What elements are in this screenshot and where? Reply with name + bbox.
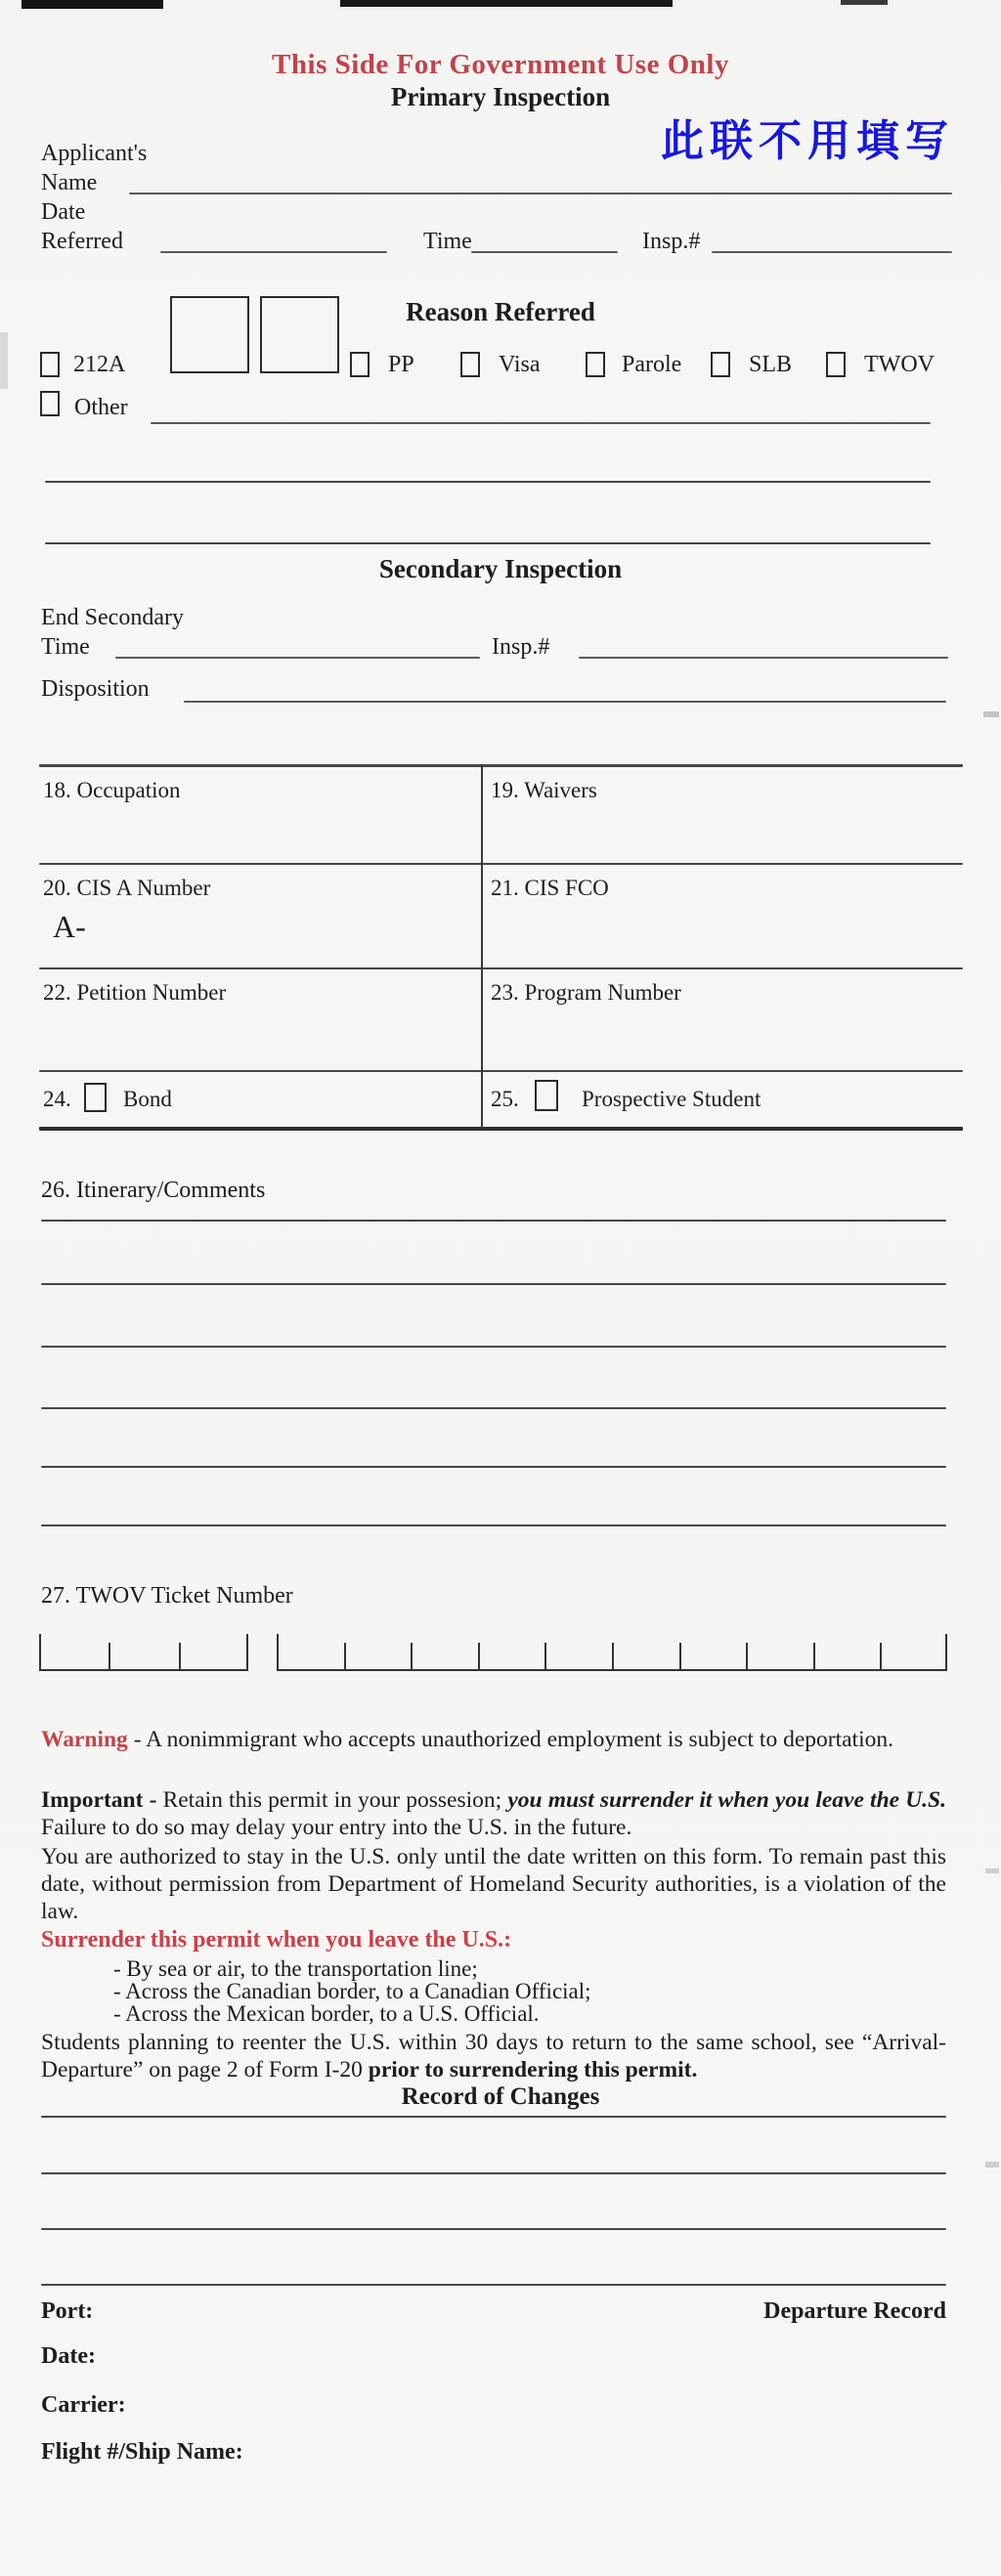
departure-record-heading: Departure Record (763, 2298, 946, 2324)
record-line-4 (41, 2284, 946, 2286)
end-secondary-time-field-line (115, 657, 480, 659)
checkbox-pp-label: PP (388, 352, 414, 377)
warning-text: - A nonimmigrant who accepts unauthorized employment is subject to deportation. (127, 1727, 893, 1752)
record-line-2 (41, 2172, 946, 2174)
date-label-line1: Date (41, 199, 86, 225)
date-label-line2: Referred (41, 229, 123, 254)
grid-row-divider-3 (39, 1070, 963, 1072)
checkbox-twov-label: TWOV (864, 352, 935, 377)
record-line-1 (41, 2116, 946, 2118)
cell-prospective-label: Prospective Student (582, 1087, 762, 1111)
applicant-label-line2: Name (41, 170, 98, 195)
time-label: Time (423, 229, 472, 254)
end-secondary-label-line1: End Secondary (41, 605, 184, 630)
scan-artifact-right-edge-2 (985, 1868, 999, 1873)
checkbox-visa-label: Visa (499, 352, 541, 377)
government-use-title: This Side For Government Use Only (272, 49, 729, 80)
cell-waivers-label: 19. Waivers (491, 778, 597, 802)
reason-referred-heading: Reason Referred (406, 297, 595, 326)
surrender-item-canadian: - Across the Canadian border, to a Canadian Official; (113, 1979, 591, 2003)
students-text: Students planning to reenter the U.S. within 30 days to return to the same school, see “Arrival-Departure” on page 2 of Form I-20 (41, 2030, 946, 2082)
time-field-line (471, 251, 618, 253)
date-label: Date: (41, 2343, 96, 2369)
secondary-inspection-heading: Secondary Inspection (378, 554, 623, 583)
cell-cis-a-number-label: 20. CIS A Number (43, 876, 211, 900)
twov-ticket-comb-group-2 (277, 1634, 947, 1671)
twov-ticket-comb-group-1 (39, 1634, 248, 1671)
important-text: Retain this permit in your possesion; (162, 1787, 508, 1813)
checkbox-212a-label: 212A (73, 352, 126, 377)
itinerary-line-3 (41, 1346, 946, 1348)
primary-inspection-heading: Primary Inspection (390, 82, 611, 111)
secondary-insp-number-field-line (579, 657, 948, 659)
checkbox-212a (40, 352, 60, 377)
disposition-label: Disposition (41, 676, 150, 702)
scan-artifact-left-edge (0, 332, 8, 389)
surrender-heading: Surrender this permit when you leave the U.S.: (41, 1927, 512, 1953)
cell-bond-number: 24. (43, 1087, 71, 1111)
checkbox-slb (711, 352, 730, 377)
primary-notes-line-2 (45, 542, 931, 544)
cell-cis-fco-label: 21. CIS FCO (491, 876, 609, 900)
itinerary-line-2 (41, 1283, 946, 1285)
itinerary-line-6 (41, 1524, 946, 1526)
chinese-note-overlay: 此联不用填写 (661, 116, 954, 166)
itinerary-line-1 (41, 1220, 946, 1222)
checkbox-prospective-student (535, 1080, 558, 1111)
students-paragraph (41, 2029, 946, 2083)
important-word: Important - (41, 1787, 163, 1813)
cell-petition-number-label: 22. Petition Number (43, 980, 227, 1005)
checkbox-other (40, 391, 60, 416)
itinerary-comments-label: 26. Itinerary/Comments (41, 1178, 266, 1203)
twov-ticket-number-label: 27. TWOV Ticket Number (41, 1583, 293, 1609)
cell-occupation-label: 18. Occupation (43, 778, 181, 802)
insp-number-label: Insp.# (642, 229, 701, 254)
cell-bond-label: Bond (123, 1087, 172, 1111)
surrender-item-sea-air: - By sea or air, to the transportation line; (113, 1956, 478, 1981)
important-bold-italic: you must surrender it when you leave the U.S. (507, 1787, 946, 1813)
authorized-stay-paragraph: You are authorized to stay in the U.S. only until the date written on this form. To remain past this date, without permission from Department of Homeland Security authorities, is a violation of the law. (41, 1844, 946, 1924)
record-of-changes-heading: Record of Changes (401, 2083, 600, 2110)
date-referred-field-line (160, 251, 387, 253)
scan-artifact-right-edge-3 (985, 2162, 999, 2168)
applicant-name-field-line (129, 193, 952, 194)
itinerary-line-4 (41, 1407, 946, 1409)
checkbox-slb-label: SLB (749, 352, 793, 377)
scan-artifact-right-edge-1 (983, 711, 999, 717)
grid-column-divider (481, 764, 483, 1129)
checkbox-other-label: Other (74, 395, 128, 420)
surrender-item-mexican: - Across the Mexican border, to a U.S. Official. (113, 2001, 540, 2026)
warning-paragraph (41, 1726, 946, 1753)
checkbox-parole-label: Parole (622, 352, 682, 377)
port-label: Port: (41, 2298, 94, 2324)
secondary-insp-number-label: Insp.# (492, 634, 550, 660)
disposition-field-line (184, 701, 946, 703)
other-field-line (151, 422, 931, 424)
students-bold: prior to surrendering this permit. (368, 2057, 698, 2082)
cell-program-number-label: 23. Program Number (491, 980, 681, 1005)
primary-notes-line-1 (45, 481, 931, 483)
important-paragraph (41, 1786, 946, 1841)
applicant-label-line1: Applicant's (41, 141, 148, 166)
carrier-label: Carrier: (41, 2392, 126, 2418)
flight-ship-name-label: Flight #/Ship Name: (41, 2439, 243, 2465)
checkbox-parole (586, 352, 605, 377)
warning-word: Warning (41, 1727, 128, 1752)
checkbox-pp (350, 352, 370, 377)
important-tail: Failure to do so may delay your entry into the U.S. in the future. (41, 1815, 632, 1840)
grid-bottom-border (39, 1127, 963, 1131)
cell-prospective-number: 25. (491, 1087, 519, 1111)
scan-artifact-top-right (841, 0, 888, 5)
checkbox-visa (460, 352, 480, 377)
end-secondary-label-line2: Time (41, 634, 90, 660)
cis-a-number-value: A- (53, 909, 86, 944)
grid-row-divider-1 (39, 863, 963, 865)
itinerary-line-5 (41, 1466, 946, 1468)
checkbox-twov (826, 352, 846, 377)
scan-artifact-top-left (22, 0, 163, 9)
grid-top-border (39, 764, 963, 767)
insp-number-field-line (712, 251, 952, 253)
record-line-3 (41, 2228, 946, 2230)
checkbox-bond (84, 1083, 107, 1112)
scan-artifact-top-mid (340, 0, 673, 7)
grid-row-divider-2 (39, 967, 963, 969)
